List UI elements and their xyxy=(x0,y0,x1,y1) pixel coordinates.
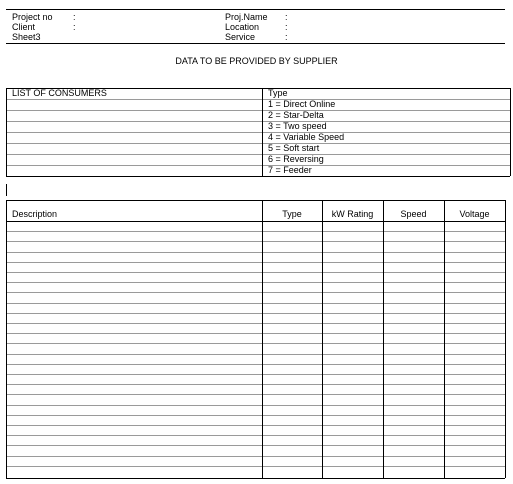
section-marker xyxy=(6,184,7,196)
consumers-divider xyxy=(262,88,263,176)
table-bottom-border xyxy=(6,478,505,479)
table-row-line xyxy=(6,374,505,375)
table-column-divider xyxy=(383,200,384,478)
table-row-line xyxy=(6,241,505,242)
field-sheet-label: Sheet3 xyxy=(12,32,41,42)
table-top-border xyxy=(6,200,505,201)
table-row-line xyxy=(6,394,505,395)
table-row-line xyxy=(6,262,505,263)
table-right-border xyxy=(505,200,506,478)
column-header-speed: Speed xyxy=(400,209,427,219)
field-proj-name-label: Proj.Name xyxy=(225,12,268,22)
table-row-line xyxy=(6,445,505,446)
field-project-no-colon: : xyxy=(73,12,76,22)
table-row-line xyxy=(6,272,505,273)
consumers-row-line xyxy=(6,143,510,144)
consumers-row-line xyxy=(6,121,510,122)
table-row-line xyxy=(6,384,505,385)
type-legend-item: 7 = Feeder xyxy=(268,165,312,175)
field-project-no-label: Project no xyxy=(12,12,53,22)
table-row-line xyxy=(6,303,505,304)
table-row-line xyxy=(6,282,505,283)
consumers-row-line xyxy=(6,165,510,166)
consumers-bottom-border xyxy=(6,176,510,177)
consumers-row-line xyxy=(6,132,510,133)
column-header-voltage: Voltage xyxy=(459,209,490,219)
column-header-kw-rating: kW Rating xyxy=(331,209,374,219)
consumers-left-border xyxy=(6,88,7,176)
table-header-border xyxy=(6,221,505,222)
field-service-colon: : xyxy=(285,32,288,42)
column-header-description: Description xyxy=(12,209,58,219)
type-legend-item: 5 = Soft start xyxy=(268,143,320,153)
table-column-divider xyxy=(262,200,263,478)
type-legend-item: 4 = Variable Speed xyxy=(268,132,345,142)
table-row-line xyxy=(6,456,505,457)
table-row-line xyxy=(6,292,505,293)
field-service-label: Service xyxy=(225,32,256,42)
consumers-heading: LIST OF CONSUMERS xyxy=(12,88,107,98)
table-row-line xyxy=(6,333,505,334)
table-row-line xyxy=(6,405,505,406)
table-row-line xyxy=(6,313,505,314)
table-row-line xyxy=(6,354,505,355)
table-row-line xyxy=(6,364,505,365)
type-legend-heading: Type xyxy=(268,88,288,98)
consumers-row-line xyxy=(6,154,510,155)
consumers-row-line xyxy=(6,110,510,111)
table-row-line xyxy=(6,252,505,253)
field-location-colon: : xyxy=(285,22,288,32)
consumers-row-line xyxy=(6,99,510,100)
table-row-line xyxy=(6,323,505,324)
table-row-line xyxy=(6,343,505,344)
field-client-label: Client xyxy=(12,22,36,32)
table-row-line xyxy=(6,231,505,232)
table-left-border xyxy=(6,200,7,478)
header-top-border xyxy=(6,9,505,10)
table-row-line xyxy=(6,425,505,426)
table-row-line xyxy=(6,415,505,416)
field-client-colon: : xyxy=(73,22,76,32)
table-column-divider xyxy=(444,200,445,478)
type-legend-item: 2 = Star-Delta xyxy=(268,110,324,120)
field-location-label: Location xyxy=(225,22,260,32)
table-row-line xyxy=(6,435,505,436)
table-column-divider xyxy=(322,200,323,478)
type-legend-item: 6 = Reversing xyxy=(268,154,324,164)
type-legend-item: 3 = Two speed xyxy=(268,121,327,131)
column-header-type: Type xyxy=(282,209,302,219)
page-title: DATA TO BE PROVIDED BY SUPPLIER xyxy=(175,56,338,66)
table-row-line xyxy=(6,466,505,467)
type-legend-item: 1 = Direct Online xyxy=(268,99,336,109)
header-bottom-border xyxy=(6,43,505,44)
field-proj-name-colon: : xyxy=(285,12,288,22)
consumers-right-border xyxy=(510,88,511,176)
